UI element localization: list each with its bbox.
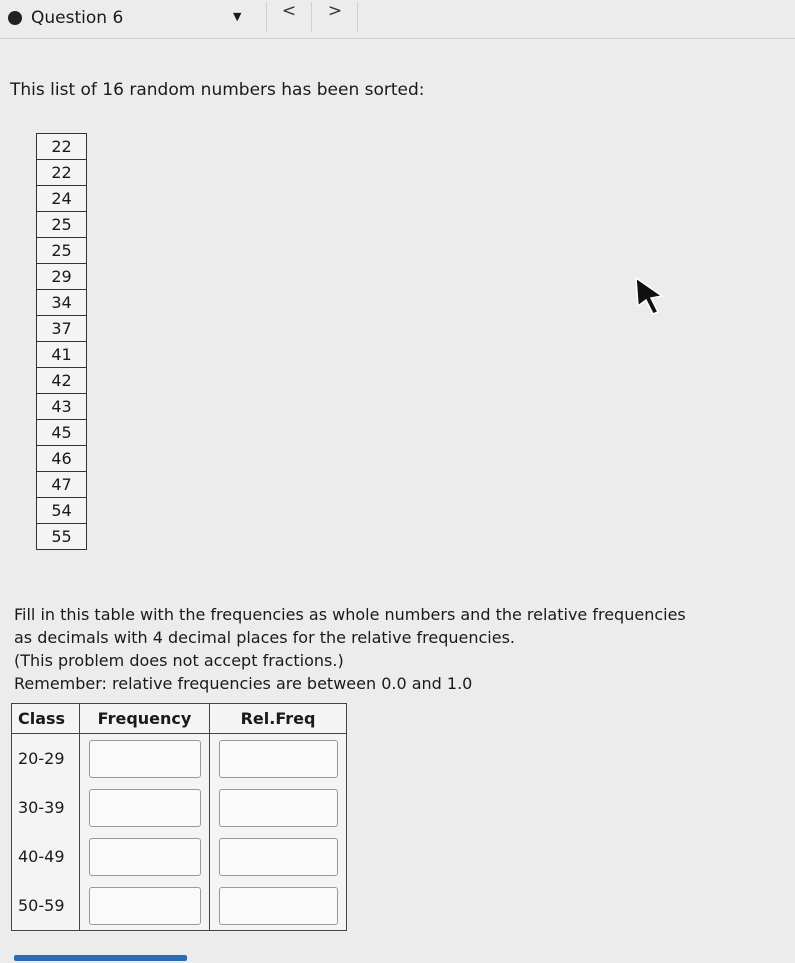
class-label: 20-29: [12, 734, 80, 784]
dropdown-caret-icon[interactable]: ▼: [233, 10, 242, 23]
instruction-line: as decimals with 4 decimal places for the relative frequencies.: [14, 628, 516, 647]
sorted-number: 24: [37, 186, 87, 212]
instruction-line: Fill in this table with the frequencies as whole numbers and the relative frequencies: [14, 605, 686, 624]
instruction-line: Remember: relative frequencies are between 0.0 and 1.0: [14, 674, 473, 693]
sorted-number: 43: [37, 394, 87, 420]
sorted-number: 46: [37, 446, 87, 472]
problem-intro: This list of 16 random numbers has been sorted:: [10, 80, 425, 100]
sorted-number: 45: [37, 420, 87, 446]
header-divider: [0, 38, 795, 39]
submit-bar[interactable]: [14, 955, 187, 961]
divider: [357, 2, 358, 32]
sorted-number: 55: [37, 524, 87, 550]
relfreq-input[interactable]: [219, 838, 338, 876]
sorted-number: 47: [37, 472, 87, 498]
sorted-number: 22: [37, 134, 87, 160]
class-label: 30-39: [12, 783, 80, 832]
question-title: Question 6: [31, 8, 124, 28]
sorted-number: 25: [37, 238, 87, 264]
sorted-number: 29: [37, 264, 87, 290]
relfreq-input[interactable]: [219, 789, 338, 827]
sorted-number: 54: [37, 498, 87, 524]
class-label: 40-49: [12, 832, 80, 881]
class-header: Class: [12, 704, 80, 734]
table-row: [12, 881, 347, 931]
sorted-numbers-table: [36, 133, 87, 550]
frequency-table: [11, 703, 347, 931]
relfreq-input[interactable]: [219, 740, 338, 778]
relfreq-input[interactable]: [219, 887, 338, 925]
frequency-header: Frequency: [80, 704, 210, 734]
frequency-input[interactable]: [89, 740, 201, 778]
frequency-input[interactable]: [89, 789, 201, 827]
table-row: [12, 832, 347, 881]
table-row: [12, 783, 347, 832]
class-label: 50-59: [12, 881, 80, 931]
sorted-number: 42: [37, 368, 87, 394]
relfreq-header: Rel.Freq: [210, 704, 347, 734]
frequency-input[interactable]: [89, 887, 201, 925]
mouse-cursor-icon: [632, 276, 668, 320]
sorted-number: 25: [37, 212, 87, 238]
divider: [311, 2, 312, 32]
status-dot: [8, 11, 22, 25]
divider: [266, 2, 267, 32]
instruction-line: (This problem does not accept fractions.): [14, 651, 344, 670]
next-question-button[interactable]: >: [327, 1, 343, 21]
sorted-number: 37: [37, 316, 87, 342]
sorted-number: 34: [37, 290, 87, 316]
table-row: [12, 734, 347, 784]
question-header: [0, 0, 795, 40]
instructions: [14, 603, 686, 695]
sorted-number: 22: [37, 160, 87, 186]
previous-question-button[interactable]: <: [281, 1, 297, 21]
frequency-input[interactable]: [89, 838, 201, 876]
sorted-number: 41: [37, 342, 87, 368]
